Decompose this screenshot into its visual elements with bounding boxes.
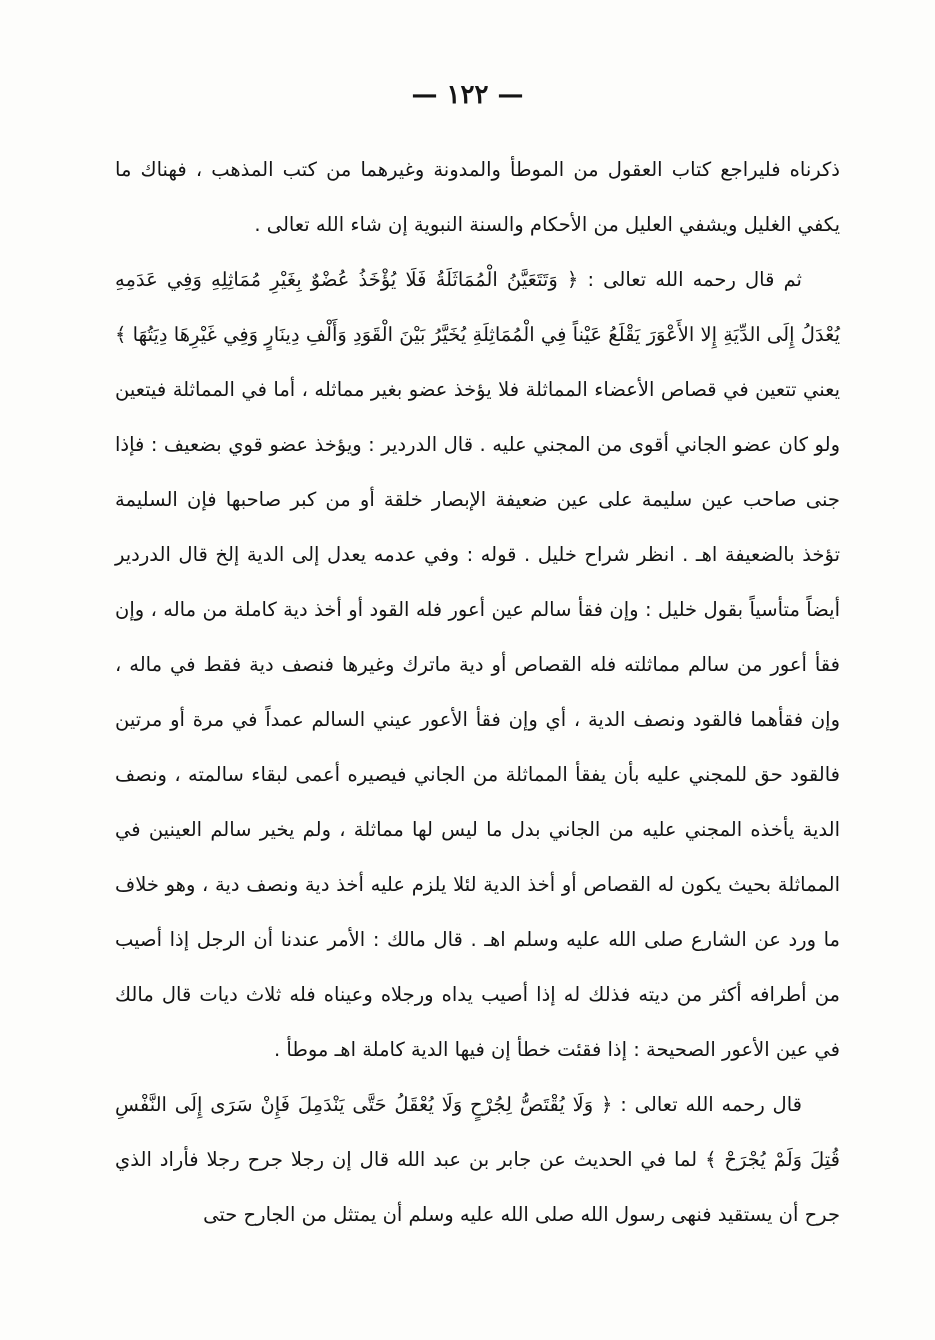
paragraph-3-intro: قال رحمه الله تعالى : [612, 1093, 802, 1116]
paragraph-1-text: ذكرناه فليراجع كتاب العقول من الموطأ والمدونة وغيرهما من كتب المذهب ، فهناك ما يكفي الغليل ويشفي العليل من الأحكام والسنة النبوية إن شاء الله تعالى . [115, 158, 840, 236]
page-number: — ١٢٢ — [411, 80, 524, 110]
quoted-matn-2: ﴿ وَلَا يُقْتَصُّ لِجُرْحٍ وَلَا يُعْقَلُ حَتَّى يَنْدَمِلَ فَإِنْ سَرَى إِلَى النَّفْسِ قُتِلَ وَلَمْ يُجْرَحْ ﴾ [115, 1093, 840, 1171]
paragraph-3 [115, 1077, 840, 1242]
body-text [115, 142, 840, 1242]
paragraph-3-commentary: لما في الحديث عن جابر بن عبد الله قال إن رجلا جرح رجلا فأراد الذي جرح أن يستقيد فنهى رسول الله صلى الله عليه وسلم أن يمتثل من الجارح حتى [115, 1148, 840, 1226]
paragraph-1 [115, 142, 840, 252]
quoted-matn-1: ﴿ وَتَتَعَيَّنُ الْمُمَاثَلَةُ فَلَا يُؤْخَذُ عُضْوٌ بِغَيْرِ مُمَاثِلِهِ وَفِي عَدَمِهِ يُعْدَلُ إِلَى الدِّيَةِ إِلا الأَعْوَرَ يَقْلَعُ عَيْناً فِي الْمُمَاثِلَةِ يُخَيَّرُ بَيْنَ الْقَوَدِ وَأَلْفِ دِينَارٍ وَفِي غَيْرِهَا دِيَتُهَا ﴾ [115, 268, 840, 346]
paragraph-2-intro: ثم قال رحمه الله تعالى : [578, 268, 802, 291]
paragraph-2-commentary: يعني تتعين في قصاص الأعضاء المماثلة فلا يؤخذ عضو بغير مماثله ، أما في المماثلة فيتعين ولو كان عضو الجاني أقوى من المجني عليه . قال الدردير : ويؤخذ عضو قوي بضعيف : فإذا جنى صاحب عين سليمة على عين ضعيفة الإبصار خلقة أو من كبر صاحبها فإن السليمة تؤخذ بالضعيفة اهـ . انظر شراح خليل . قوله : وفي عدمه يعدل إلى الدية إلخ قال الدردير أيضاً متأسياً بقول خليل : وإن فقأ سالم عين أعور فله القود أو أخذ دية كاملة من ماله ، وإن فقأ أعور من سالم مماثلته فله القصاص أو دية ماترك وغيرها فنصف دية فقط في ماله ، وإن فقأهما فالقود ونصف الدية ، أي وإن فقأ الأعور عيني السالم عمداً في مرة أو مرتين فالقود حق للمجني عليه بأن يفقأ المماثلة من الجاني فيصيره أعمى لبقاء سالمته ، ونصف الدية يأخذه المجني عليه من الجاني بدل ما ليس لها مماثلة ، ولم يخير سالم العينين في المماثلة بحيث يكون له القصاص أو أخذ الدية لئلا يلزم عليه أخذ دية ونصف دية ، وهو خلاف ما ورد عن الشارع صلى الله عليه وسلم اهـ . قال مالك : الأمر عندنا أن الرجل إذا أصيب من أطرافه أكثر من ديته فذلك له إذا أصيب يداه ورجلاه وعيناه فله ثلاث ديات قال مالك في عين الأعور الصحيحة : إذا فقئت خطأ إن فيها الدية كاملة اهـ موطأ . [115, 378, 840, 1061]
paragraph-2 [115, 252, 840, 1077]
